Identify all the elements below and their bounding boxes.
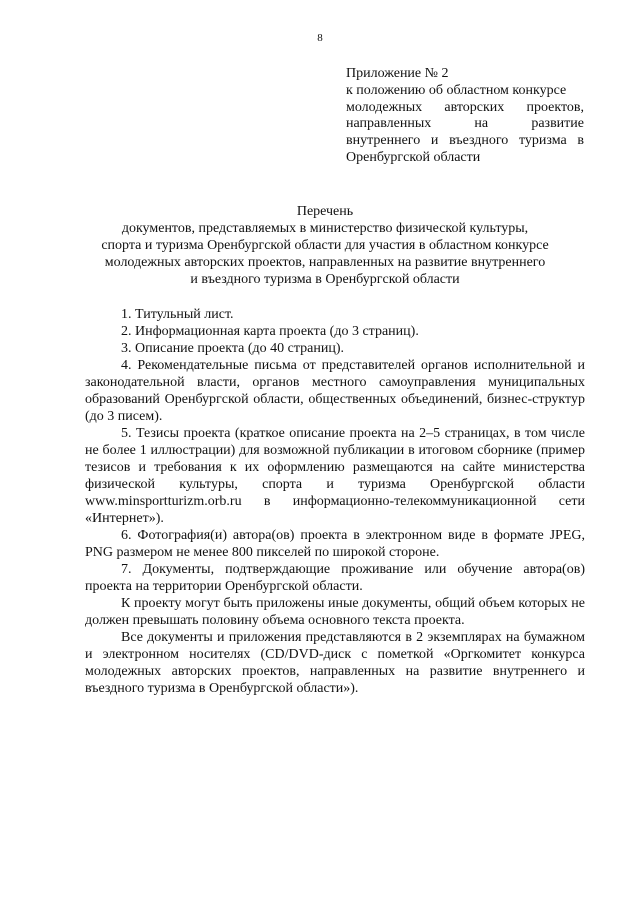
appendix-line: Оренбургской области: [346, 149, 481, 165]
note-paragraph: К проекту могут быть приложены иные документы, общий объем которых не должен превышать половину объема основного текста проекта.: [85, 596, 585, 628]
title-heading: Перечень: [296, 204, 354, 219]
list-item: 5. Тезисы проекта (краткое описание проекта на 2–5 страницах, в том числе не более 1 иллюстрации) для возможной публикации в итоговом сборнике (пример тезисов и требования к их оформлению размещаются на сайте министерства физической культуры, спорта и туризма Оренбургской области www.minsportturizm.orb.ru в информационно-телекоммуникационной сети «Интернет»).: [85, 426, 585, 526]
list-item: 1. Титульный лист.: [121, 307, 234, 322]
appendix-line: Приложение № 2: [346, 66, 449, 81]
note-paragraph: Все документы и приложения представляются в 2 экземплярах на бумажном и электронном носителях (CD/DVD-диск с пометкой «Оргкомитет конкурса молодежных авторских проектов, направленных на развитие внутреннего и въездного туризма в Оренбургской области»).: [85, 630, 585, 696]
title-line: и въездного туризма в Оренбургской области: [190, 272, 460, 287]
document-body: [85, 306, 585, 697]
title-line: документов, представляемых в министерство физической культуры,: [121, 221, 529, 236]
list-item: 3. Описание проекта (до 40 страниц).: [121, 341, 345, 356]
title-line: спорта и туризма Оренбургской области для участия в областном конкурсе: [101, 238, 549, 253]
page-number: 8: [317, 32, 323, 44]
appendix-line: внутреннего и въездного туризма в: [346, 133, 584, 149]
appendix-line: направленных на развитие: [346, 116, 584, 132]
document-title: [90, 203, 560, 288]
title-line: молодежных авторских проектов, направленных на развитие внутреннего: [104, 255, 546, 270]
appendix-line: к положению об областном конкурсе: [346, 82, 567, 98]
appendix-line: молодежных авторских проектов,: [346, 99, 584, 115]
list-item: 2. Информационная карта проекта (до 3 страниц).: [121, 324, 419, 339]
list-item: 6. Фотография(и) автора(ов) проекта в электронном виде в формате JPEG, PNG размером не менее 800 пикселей по широкой стороне.: [85, 528, 585, 560]
list-item: 7. Документы, подтверждающие проживание или обучение автора(ов) проекта на территории Оренбургской области.: [85, 562, 585, 594]
list-item: 4. Рекомендательные письма от представителей органов исполнительной и законодательной власти, органов местного самоуправления муниципальных образований Оренбургской области, общественных объединений, бизнес-структур (до 3 писем).: [85, 358, 585, 424]
appendix-header: [346, 66, 584, 167]
